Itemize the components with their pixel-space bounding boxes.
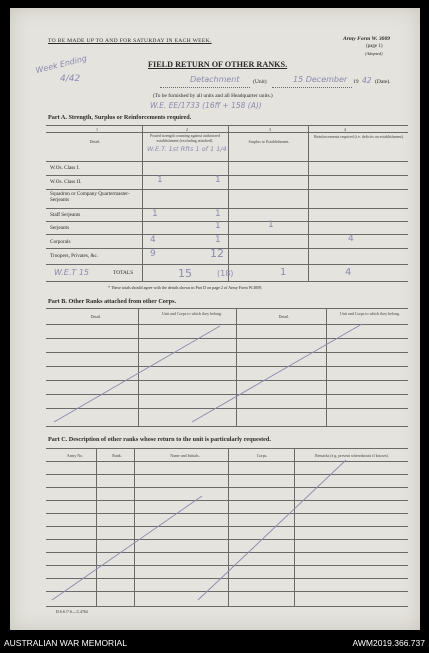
grid-line [46, 175, 408, 176]
form-page [10, 8, 420, 630]
part-b-title: Part B. Other Ranks attached from other Corps. [48, 298, 177, 305]
col-header: Unit and Corps to which they belong. [161, 311, 223, 316]
printer-mark: D.S.S./7.S.—C.4764 [56, 610, 88, 614]
cancel-stroke [52, 496, 202, 600]
part-c-title: Part C. Description of other ranks whose return to the unit is particularly requested. [48, 436, 271, 443]
part-a-title: Part A. Strength, Surplus or Reinforcements required. [48, 114, 192, 121]
rule [46, 125, 408, 126]
grid-line [46, 189, 408, 190]
col-header-surplus: Surplus to Establishment. [248, 139, 290, 144]
row-label: W.Os. Class I. [50, 165, 80, 171]
row-label: Staff Serjeants [50, 212, 81, 218]
grid-line [46, 248, 408, 249]
grid-line [46, 474, 408, 475]
grid-line [46, 552, 408, 553]
cell-value: 1 [268, 220, 274, 230]
handwritten-unit: Detachment [190, 75, 240, 84]
cell-value: 9 [150, 249, 156, 259]
totals-label: TOTALS [113, 270, 134, 276]
grid-line [46, 281, 408, 282]
handwritten-day: 15 December [293, 75, 348, 84]
grid-line [46, 539, 408, 540]
grid-line [46, 161, 408, 162]
grid-line [46, 264, 408, 265]
adapted-note: (Adapted) [365, 51, 383, 56]
grid-line [46, 221, 408, 222]
col-number: 1 [96, 127, 98, 132]
row-label: Corporals [50, 239, 71, 245]
page-number: (page 1) [366, 44, 383, 49]
col-header: Rank. [112, 453, 122, 458]
grid-line [96, 448, 97, 606]
unit-label: (Unit) [253, 79, 267, 85]
archive-id: AWM2019.366.737 [352, 638, 425, 648]
furnished-note: (To be furnished by all units and all Headquarter units.) [153, 93, 273, 99]
cell-value: 1 [152, 209, 158, 219]
grid-line [134, 448, 135, 606]
col-header-detail: Detail. [89, 139, 101, 144]
col-number: 3 [269, 127, 271, 132]
grid-line [46, 565, 408, 566]
grid-line [228, 448, 229, 606]
grid-line [46, 606, 408, 607]
rule [46, 448, 408, 449]
instruction-text: TO BE MADE UP TO AND FOR SATURDAY IN EACH WEEK. [48, 38, 212, 44]
col-number: 2 [186, 127, 188, 132]
grid-line [46, 513, 408, 514]
rule [46, 308, 408, 309]
grid-line [46, 352, 408, 353]
archive-name: AUSTRALIAN WAR MEMORIAL [4, 638, 127, 648]
total-value: 4 [345, 267, 352, 278]
row-label: W.Os. Class II. [50, 179, 82, 185]
cell-value: 1 [215, 235, 221, 245]
handwritten-note: 4/42 [60, 74, 81, 84]
grid-line [46, 366, 408, 367]
cell-value: 4 [348, 234, 354, 244]
unit-underline [160, 87, 250, 88]
cell-value: 4 [150, 235, 156, 245]
col-number: 4 [344, 127, 346, 132]
archive-footer [0, 633, 429, 653]
col-header: Name and Initials. [170, 453, 200, 458]
cell-value: 1 [215, 221, 221, 231]
grid-line [46, 324, 408, 325]
grid-line [46, 132, 408, 133]
handwritten-year: 42 [362, 76, 372, 85]
grid-line [228, 125, 229, 281]
total-value: (18) [217, 269, 234, 278]
grid-line [46, 578, 408, 579]
year-prefix: 19 [353, 79, 359, 85]
col-header: Unit and Corps to which they belong. [339, 311, 401, 316]
col-header: Corps. [256, 453, 268, 458]
date-underline [272, 87, 352, 88]
date-label: (Date). [375, 79, 391, 85]
cancel-stroke [198, 460, 346, 600]
handwritten-col2: W.E.T. 1st Rfts 1 of 1 1/4 [147, 145, 227, 153]
row-label: Squadron or Company Quartermaster-Serjeants [50, 191, 130, 203]
col-header: Remarks (e.g. present whereabouts if known). [315, 453, 389, 458]
col-header: Detail. [90, 314, 102, 319]
grid-line [46, 380, 408, 381]
grid-line [142, 125, 143, 281]
grid-line [46, 338, 408, 339]
form-title: FIELD RETURN OF OTHER RANKS. [148, 60, 288, 69]
cell-value: 1 [215, 209, 221, 219]
form-name: Army Form W. 3009 [343, 36, 391, 42]
grid-line [46, 526, 408, 527]
grid-line [46, 408, 408, 409]
col-header: Army No. [66, 453, 84, 458]
part-a-footnote: * These totals should agree with the details shown in Part D on page 2 of Army Form W.3009. [108, 285, 263, 290]
grid-line [294, 448, 295, 606]
grid-line [46, 461, 408, 462]
handwritten-note: Week Ending [34, 53, 88, 76]
grid-line [46, 394, 408, 395]
cell-value: 12 [210, 247, 224, 260]
cell-value: 1 [215, 175, 221, 185]
grid-line [46, 426, 408, 427]
grid-line [46, 591, 408, 592]
col-header-posted: Posted strength counting against authorized establishment (excluding attached). [150, 133, 220, 143]
row-label: Serjeants [50, 225, 70, 231]
handwritten-sub-unit: W.E. EE/1733 (16ff + 158 (A)) [150, 101, 262, 110]
row-label: Troopers, Privates, &c. [50, 253, 99, 259]
col-header-reinf: Reinforcements required (i.e. deficits on establishment). [314, 134, 404, 139]
cell-value: 1 [157, 175, 163, 185]
grid-line [46, 487, 408, 488]
total-value: 15 [178, 267, 192, 280]
totals-prefix: W.E.T 15 [54, 268, 90, 277]
grid-line [308, 125, 309, 281]
grid-line [46, 500, 408, 501]
col-header: Detail. [278, 314, 290, 319]
grid-line [46, 208, 408, 209]
total-value: 1 [280, 267, 287, 278]
